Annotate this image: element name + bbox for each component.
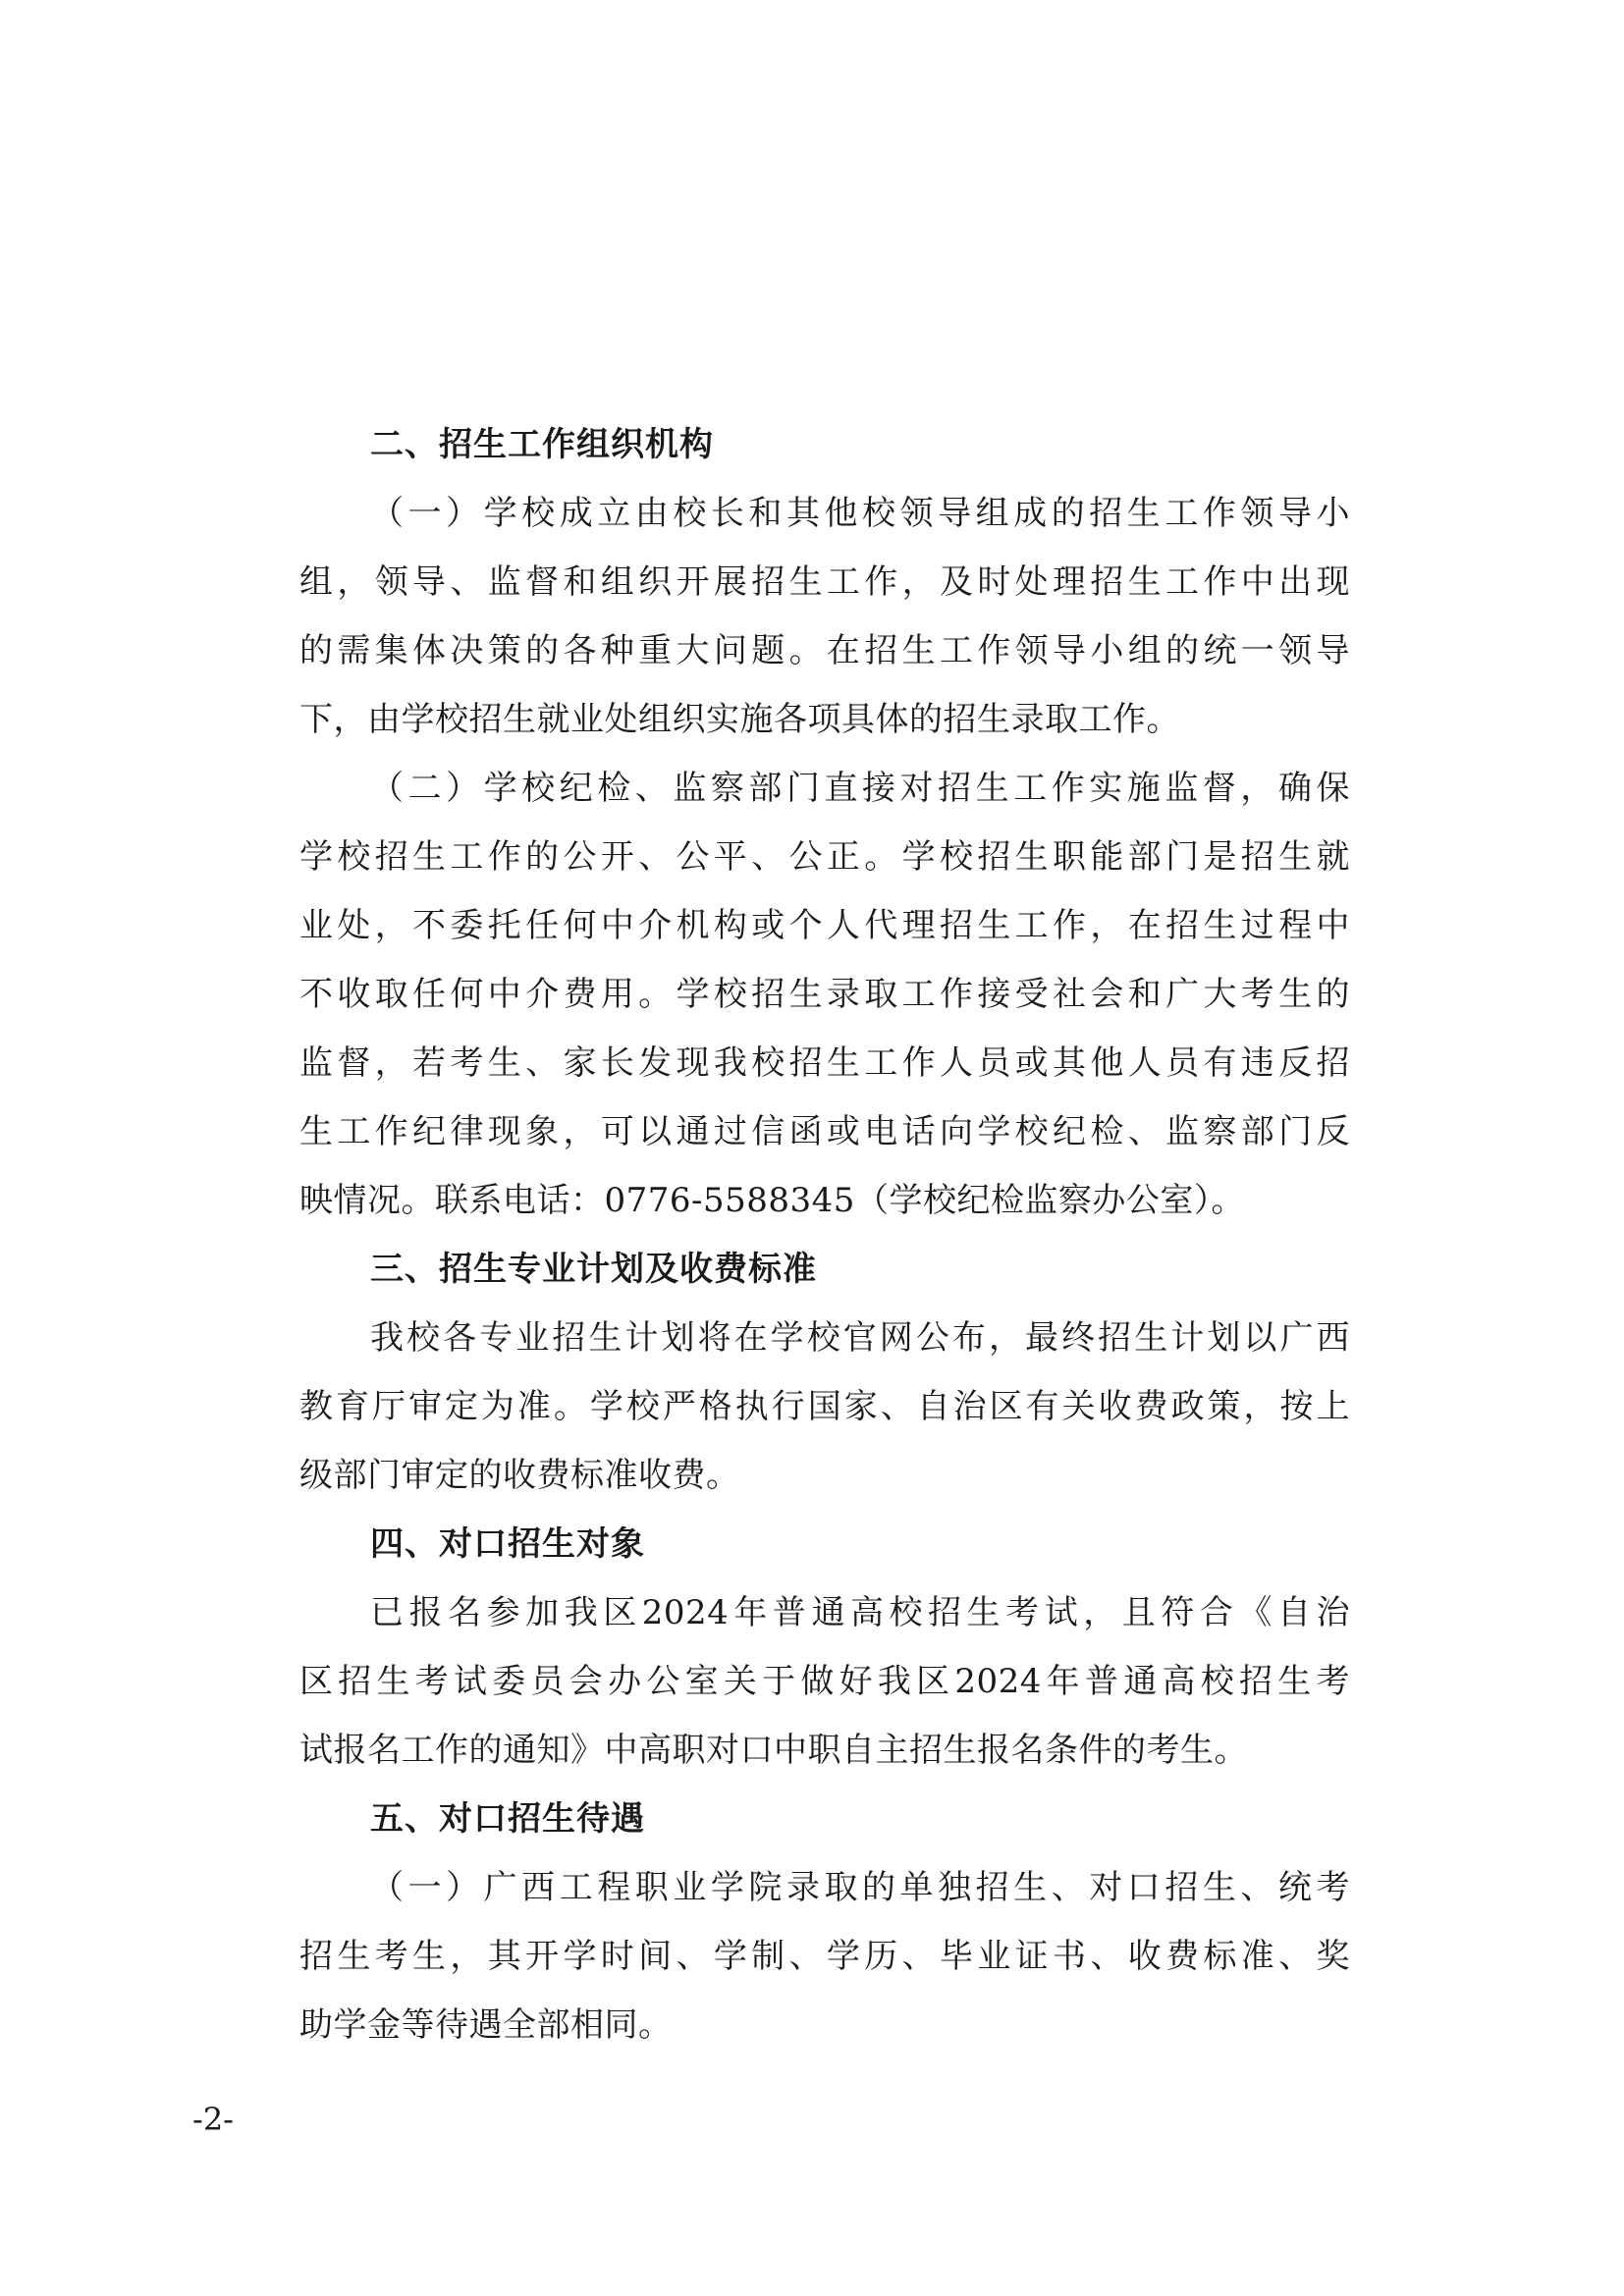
text-line: 映情况。联系电话：0776-5588345（学校纪检监察办公室）。 [299,1181,1245,1220]
text-line: 级部门审定的收费标准收费。 [299,1456,740,1495]
paragraph [299,1578,1350,1785]
text-line: 监督，若考生、家长发现我校招生工作人员或其他人员有违反招 [299,1043,1350,1083]
paragraph [299,1853,1350,2059]
text-line: 区招生考试委员会办公室关于做好我区2024年普通高校招生考 [299,1662,1350,1701]
section-heading: 三、招生专业计划及收费标准 [370,1250,817,1289]
paragraph [299,479,1350,754]
text-line: 下，由学校招生就业处组织实施各项具体的招生录取工作。 [299,700,1180,739]
paragraph [299,754,1350,1235]
text-line: 组，领导、监督和组织开展招生工作，及时处理招生工作中出现 [299,562,1350,602]
document-body [299,410,1350,2059]
text-line: 业处，不委托任何中介机构或个人代理招生工作，在招生过程中 [299,906,1350,945]
text-line: 招生考生，其开学时间、学制、学历、毕业证书、收费标准、奖 [299,1937,1350,1976]
text-line: 已报名参加我区2024年普通高校招生考试，且符合《自治 [370,1593,1350,1632]
text-line: 学校招生工作的公开、公平、公正。学校招生职能部门是招生就 [299,837,1350,877]
section-heading: 二、招生工作组织机构 [370,425,714,464]
text-line: 试报名工作的通知》中高职对口中职自主招生报名条件的考生。 [299,1731,1248,1770]
section-heading: 五、对口招生待遇 [370,1799,645,1839]
text-line: 不收取任何中介费用。学校招生录取工作接受社会和广大考生的 [299,975,1350,1014]
text-line: （二）学校纪检、监察部门直接对招生工作实施监督，确保 [370,769,1350,808]
text-line: 生工作纪律现象，可以通过信函或电话向学校纪检、监察部门反 [299,1112,1350,1151]
paragraph [299,1304,1350,1510]
text-line: （一）学校成立由校长和其他校领导组成的招生工作领导小 [370,494,1350,533]
text-line: 的需集体决策的各种重大问题。在招生工作领导小组的统一领导 [299,631,1350,670]
text-line: 我校各专业招生计划将在学校官网公布，最终招生计划以广西 [370,1318,1350,1358]
section-heading: 四、对口招生对象 [370,1524,645,1564]
text-line: 助学金等待遇全部相同。 [299,2005,673,2045]
text-line: 教育厅审定为准。学校严格执行国家、自治区有关收费政策，按上 [299,1387,1350,1426]
text-line: （一）广西工程职业学院录取的单独招生、对口招生、统考 [370,1868,1350,1907]
page-number: -2- [192,2101,234,2138]
